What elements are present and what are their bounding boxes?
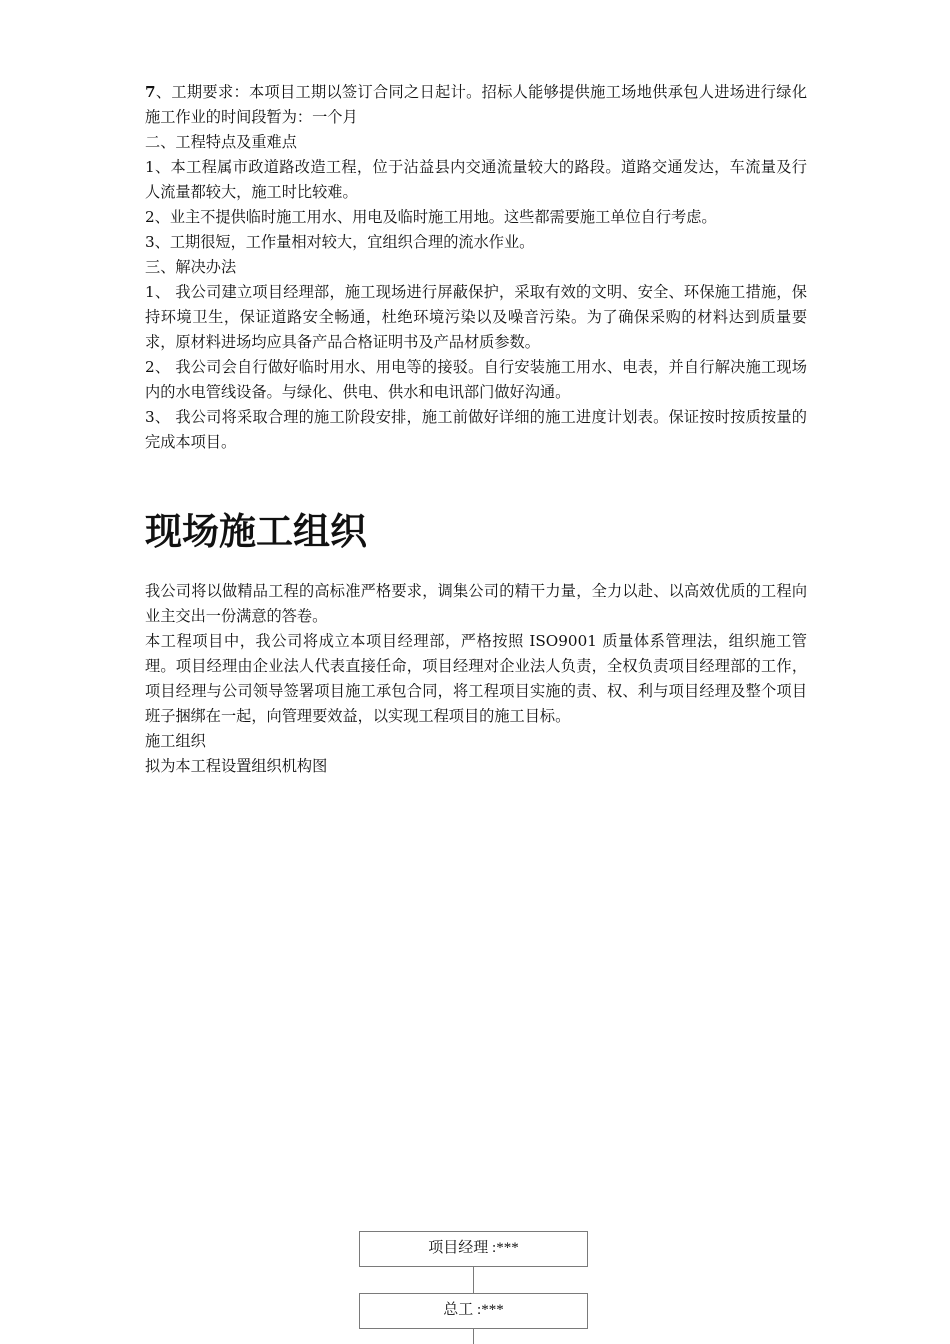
org-connector-line [473, 1267, 474, 1293]
paragraph-feature-3: 3、工期很短，工作量相对较大，宜组织合理的流水作业。 [145, 233, 535, 251]
document-body [145, 80, 807, 779]
paragraph-solution-1: 1、 我公司建立项目经理部，施工现场进行屏蔽保护，采取有效的文明、安全、环保施工措施，保持环境卫生，保证道路安全畅通，杜绝环境污染以及噪音污染。为了确保采购的材料达到质量要求，原材料进场均应具备产品合格证明书及产品材质参数。 [145, 283, 807, 351]
subheading-solutions: 三、解决办法 [145, 258, 237, 276]
paragraph-intro: 我公司将以做精品工程的高标准严格要求，调集公司的精干力量，全力以赴、以高效优质的工程向业主交出一份满意的答卷。 [145, 582, 807, 625]
paragraph-schedule [145, 80, 807, 130]
paragraph-management: 本工程项目中，我公司将成立本项目经理部，严格按照 ISO9001 质量体系管理法，组织施工管理。项目经理由企业法人代表直接任命，项目经理对企业法人负责，全权负责项目经理部的工作，项目经理与公司领导签署项目施工承包合同，将工程项目实施的责、权、利与项目经理及整个项目班子捆绑在一起，向管理要效益，以实现工程项目的施工目标。 [145, 632, 807, 725]
paragraph-org-chart-caption: 拟为本工程设置组织机构图 [145, 757, 328, 775]
paragraph-number: 7 [145, 83, 156, 101]
org-connector-line [473, 1329, 474, 1344]
subheading-features: 二、工程特点及重难点 [145, 133, 297, 151]
section-heading: 现场施工组织 [145, 510, 367, 553]
section-bottom [145, 579, 807, 779]
paragraph-org-label: 施工组织 [145, 732, 206, 750]
paragraph-solution-2: 2、 我公司会自行做好临时用水、用电等的接驳。自行安装施工用水、电表，并自行解决施工现场内的水电管线设备。与绿化、供电、供水和电讯部门做好沟通。 [145, 358, 807, 401]
paragraph-solution-3: 3、 我公司将采取合理的施工阶段安排，施工前做好详细的施工进度计划表。保证按时按质按量的完成本项目。 [145, 408, 807, 451]
org-box-project-manager: 项目经理 :*** [359, 1231, 588, 1267]
section-top [145, 80, 807, 455]
org-box-chief-engineer: 总工 :*** [359, 1293, 588, 1329]
paragraph-feature-2: 2、业主不提供临时施工用水、用电及临时施工用地。这些都需要施工单位自行考虑。 [145, 208, 717, 226]
paragraph-text: 、工期要求：本项目工期以签订合同之日起计。招标人能够提供施工场地供承包人进场进行绿化施工作业的时间段暂为：一个月 [145, 83, 807, 126]
paragraph-feature-1: 1、本工程属市政道路改造工程，位于沾益县内交通流量较大的路段。道路交通发达，车流量及行人流量都较大，施工时比较难。 [145, 158, 807, 201]
